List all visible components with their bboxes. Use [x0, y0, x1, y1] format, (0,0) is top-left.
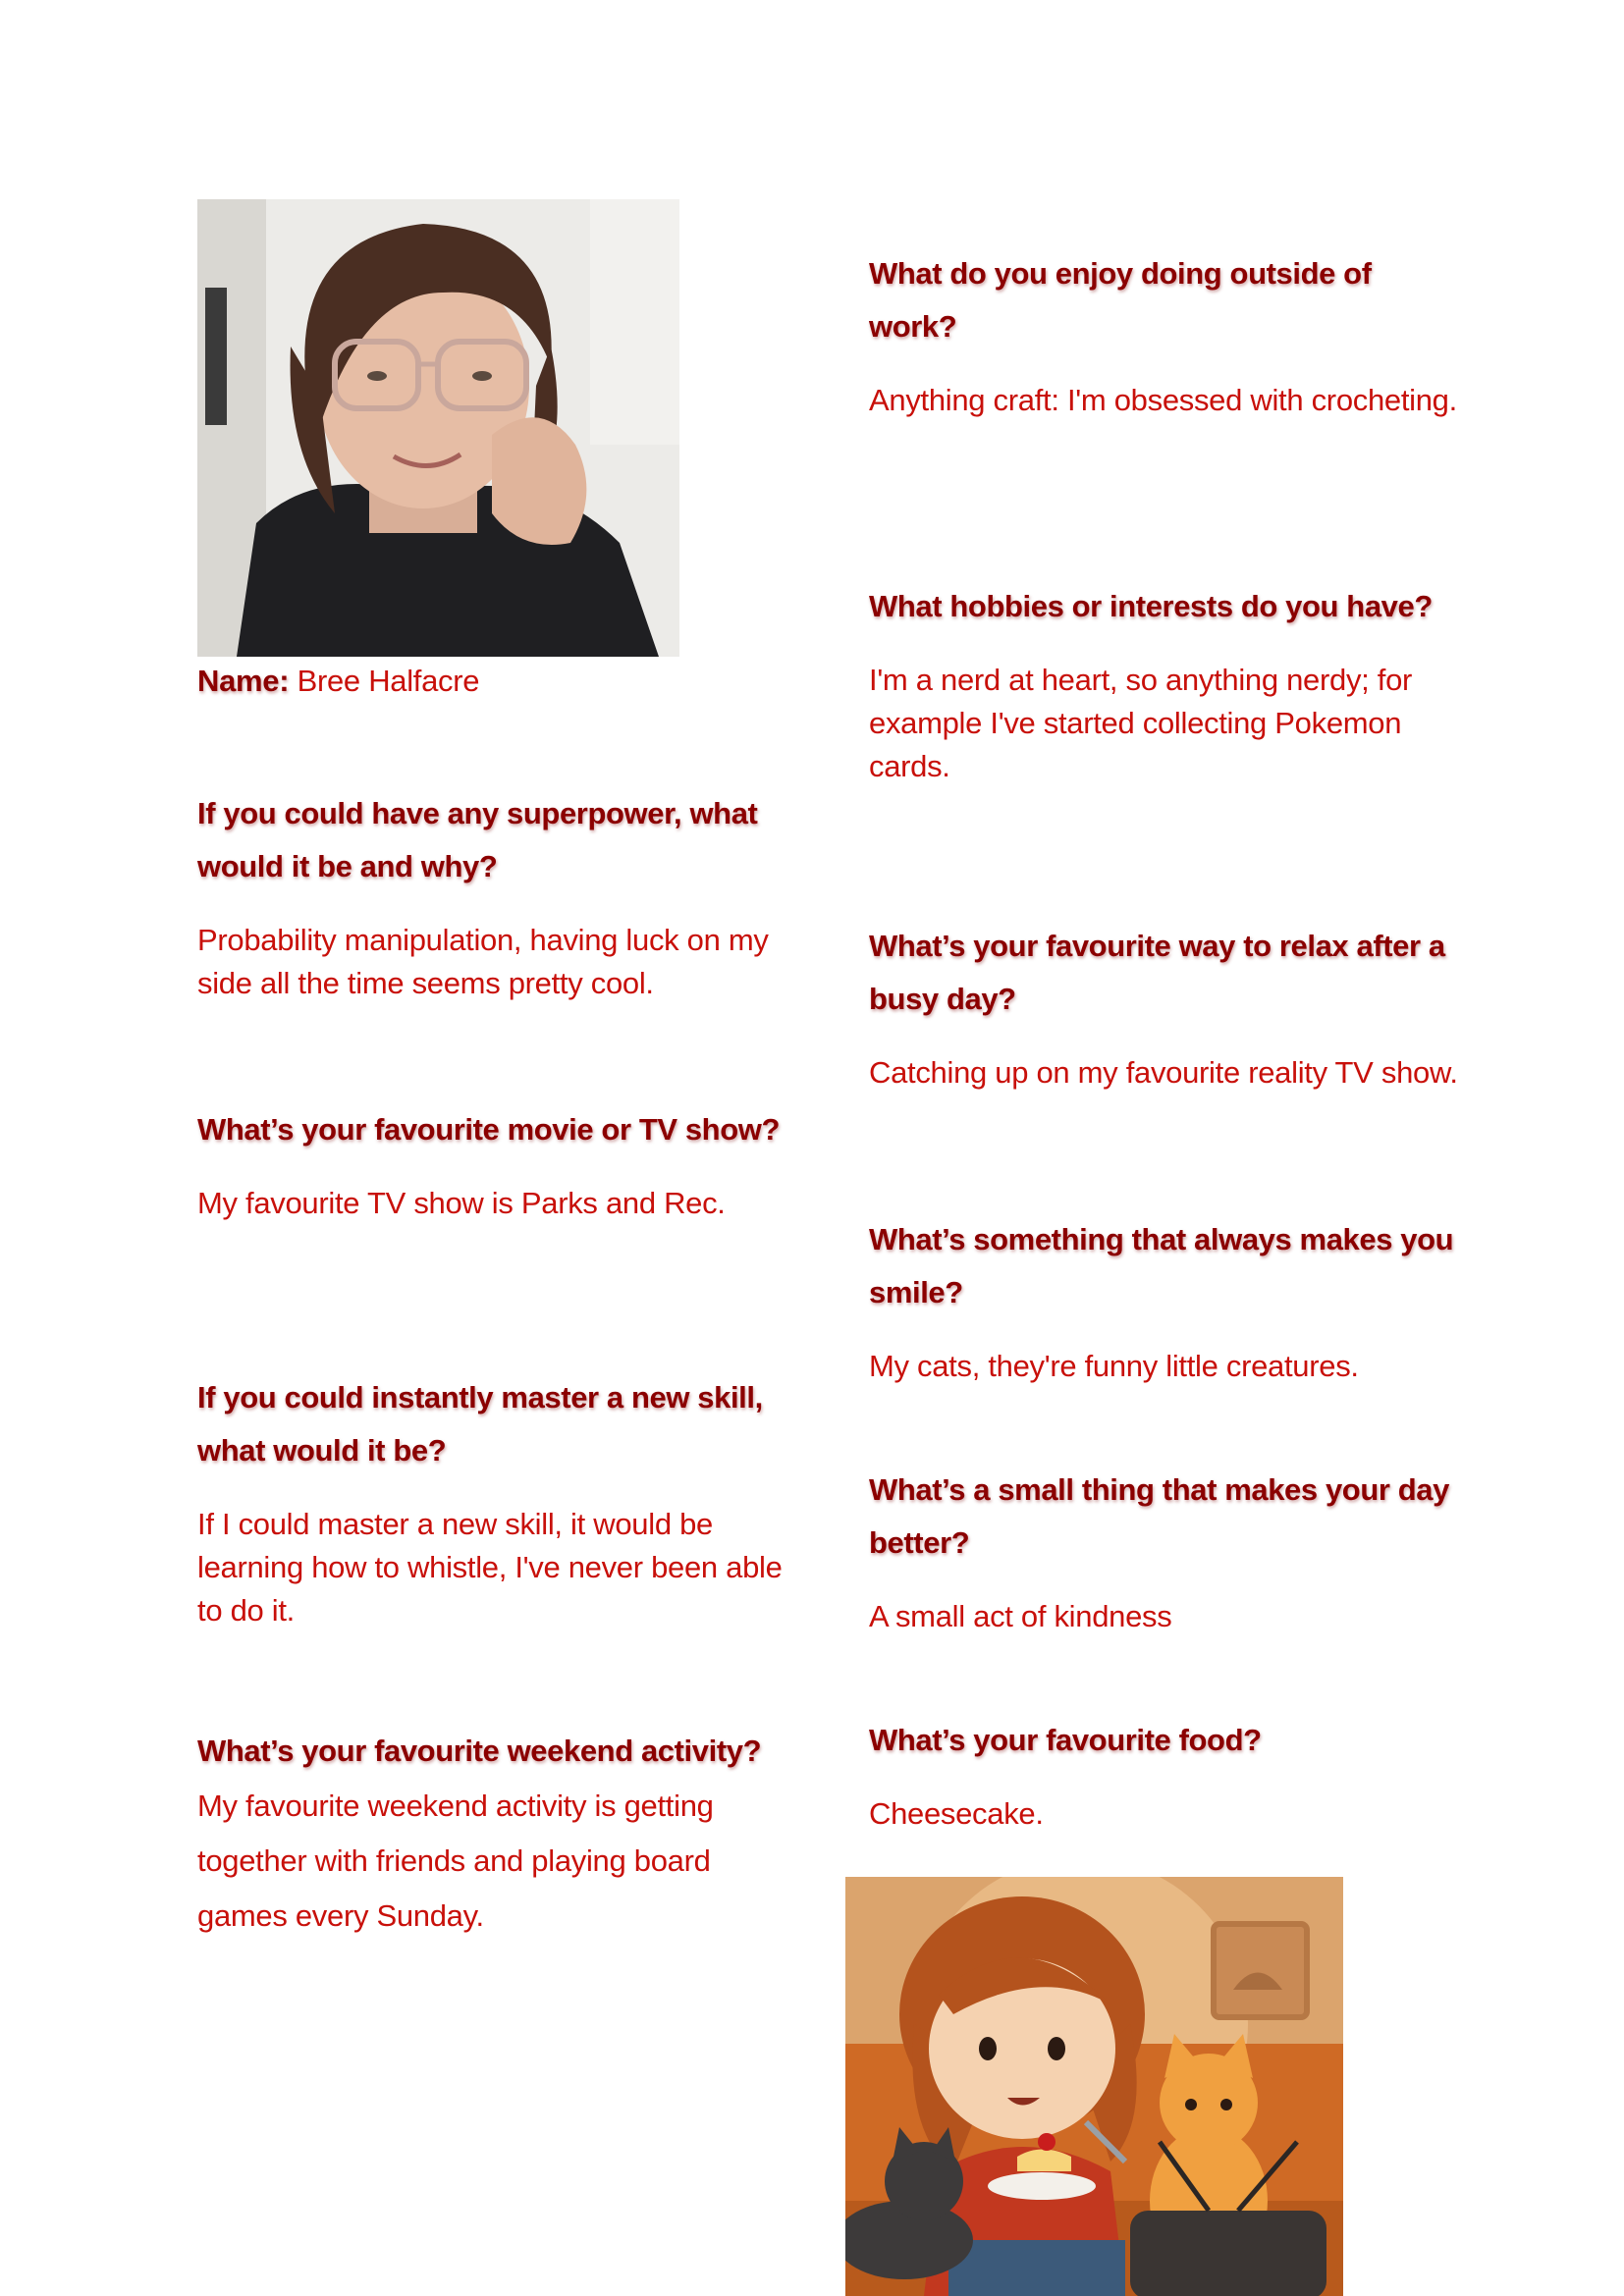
question: What’s your favourite movie or TV show? [197, 1112, 781, 1147]
qa-relax [869, 920, 1458, 1095]
question: What do you enjoy doing outside of work? [869, 256, 1372, 344]
qa-favourite-food [869, 1714, 1458, 1836]
answer: Probability manipulation, having luck on my side all the time seems pretty cool. [197, 923, 769, 1000]
qa-outside-work [869, 247, 1458, 422]
answer: A small act of kindness [869, 1599, 1172, 1633]
name-value: Bree Halfacre [297, 664, 480, 698]
question: What’s your favourite weekend activity? [197, 1734, 762, 1768]
qa-smile [869, 1213, 1458, 1388]
question: What’s a small thing that makes your day better? [869, 1472, 1449, 1560]
qa-hobbies [869, 580, 1458, 788]
qa-favourite-show [197, 1103, 786, 1225]
answer: My cats, they're funny little creatures. [869, 1349, 1359, 1383]
answer: Catching up on my favourite reality TV show. [869, 1055, 1458, 1090]
answer: Anything craft: I'm obsessed with crocheting. [869, 383, 1457, 417]
answer: If I could master a new skill, it would be learning how to whistle, I've never been able to do it. [197, 1507, 783, 1628]
question: If you could instantly master a new skill, what would it be? [197, 1380, 763, 1468]
question: What hobbies or interests do you have? [869, 589, 1433, 623]
answer: I'm a nerd at heart, so anything nerdy; for example I've started collecting Pokemon cards. [869, 663, 1413, 783]
answer: Cheesecake. [869, 1796, 1044, 1831]
name-line [197, 656, 479, 707]
question: What’s your favourite food? [869, 1723, 1262, 1757]
answer: My favourite weekend activity is getting together with friends and playing board games every Sunday. [197, 1789, 714, 1933]
qa-superpower [197, 787, 786, 1005]
qa-small-thing [869, 1464, 1458, 1638]
profile-photo [197, 199, 679, 657]
qa-weekend-activity [197, 1724, 786, 1944]
question: If you could have any superpower, what would it be and why? [197, 796, 758, 883]
question: What’s something that always makes you smile? [869, 1222, 1454, 1309]
answer: My favourite TV show is Parks and Rec. [197, 1186, 726, 1220]
qa-new-skill [197, 1371, 786, 1632]
illustration [845, 1877, 1343, 2296]
name-label: Name: [197, 664, 290, 698]
question: What’s your favourite way to relax after a busy day? [869, 929, 1445, 1016]
